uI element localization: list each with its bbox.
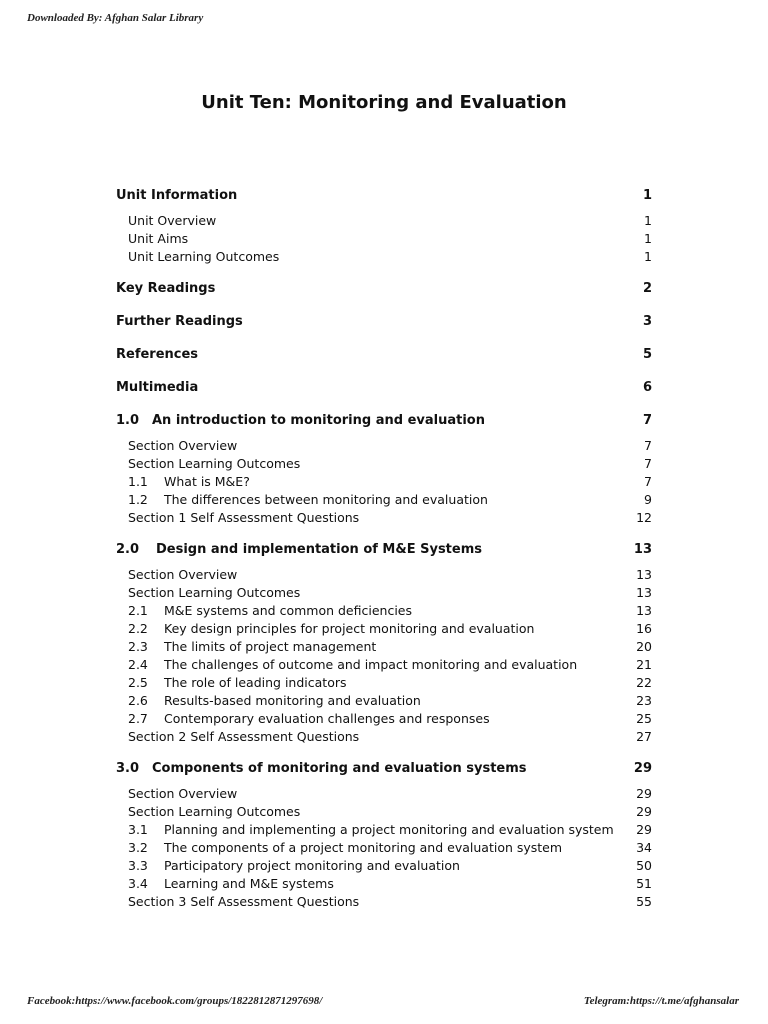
toc-page-number: 5 (642, 347, 652, 362)
facebook-link[interactable]: Facebook:https://www.facebook.com/groups/1822812871297698/ (27, 995, 323, 1007)
toc-section-code: 2.0 (116, 542, 140, 557)
toc-page-number: 1 (642, 188, 652, 203)
toc-entry-2-6[interactable] (116, 692, 652, 710)
toc-page-number: 1 (644, 231, 652, 246)
toc-entry-multimedia[interactable] (116, 378, 652, 398)
toc-entry-unit-information[interactable] (116, 186, 652, 206)
toc-label: The role of leading indicators (164, 675, 347, 690)
toc-page-number: 29 (636, 822, 652, 837)
toc-entry-s2-saq[interactable] (116, 728, 652, 746)
toc-entry-s2-overview[interactable] (116, 566, 652, 584)
toc-entry-section-2[interactable] (116, 540, 652, 560)
telegram-link[interactable]: Telegram:https://t.me/afghansalar (583, 995, 739, 1007)
toc-page-number: 55 (636, 894, 652, 909)
download-note: Downloaded By: Afghan Salar Library (27, 12, 204, 24)
toc-section-code: 3.1 (128, 822, 148, 837)
toc-page-number: 13 (633, 542, 652, 557)
toc-entry-3-2[interactable] (116, 839, 652, 857)
toc-label: Unit Aims (128, 231, 189, 246)
toc-entry-key-readings[interactable] (116, 279, 652, 299)
toc-entry-s1-overview[interactable] (116, 437, 652, 455)
toc-label: Unit Information (116, 188, 238, 203)
toc-label: Multimedia (116, 380, 199, 395)
table-of-contents (116, 186, 652, 911)
toc-entry-section-3[interactable] (116, 759, 652, 779)
toc-page-number: 51 (636, 876, 652, 891)
toc-label: References (116, 347, 199, 362)
toc-entry-2-2[interactable] (116, 620, 652, 638)
toc-label: Results-based monitoring and evaluation (164, 693, 421, 708)
toc-page-number: 1 (644, 249, 652, 264)
toc-label: The components of a project monitoring and evaluation system (164, 840, 563, 855)
toc-entry-2-1[interactable] (116, 602, 652, 620)
toc-entry-3-3[interactable] (116, 857, 652, 875)
toc-label: The limits of project management (164, 639, 377, 654)
toc-label: Further Readings (116, 314, 243, 329)
toc-page-number: 13 (636, 585, 652, 600)
toc-page-number: 7 (644, 438, 652, 453)
toc-page-number: 1 (644, 213, 652, 228)
toc-label: What is M&E? (164, 474, 250, 489)
toc-entry-1-2[interactable] (116, 491, 652, 509)
toc-page-number: 25 (636, 711, 652, 726)
toc-section-code: 2.5 (128, 675, 148, 690)
toc-entry-s3-saq[interactable] (116, 893, 652, 911)
toc-page-number: 13 (636, 603, 652, 618)
toc-page-number: 7 (644, 474, 652, 489)
toc-page-number: 6 (642, 380, 652, 395)
toc-entry-2-5[interactable] (116, 674, 652, 692)
toc-label: Planning and implementing a project monitoring and evaluation system (164, 822, 614, 837)
toc-label: Section Learning Outcomes (128, 456, 301, 471)
toc-section-code: 3.3 (128, 858, 148, 873)
toc-entry-unit-learning-outcomes[interactable] (116, 248, 652, 266)
toc-page-number: 29 (636, 804, 652, 819)
toc-label: Participatory project monitoring and evaluation (164, 858, 460, 873)
toc-page-number: 21 (636, 657, 652, 672)
toc-label: Contemporary evaluation challenges and responses (164, 711, 490, 726)
toc-label: Design and implementation of M&E Systems (156, 542, 482, 557)
toc-page-number: 12 (636, 510, 652, 525)
toc-page-number: 23 (636, 693, 652, 708)
toc-label: An introduction to monitoring and evaluation (152, 413, 485, 428)
toc-page-number: 34 (636, 840, 652, 855)
toc-page-number: 20 (636, 639, 652, 654)
toc-entry-further-readings[interactable] (116, 312, 652, 332)
toc-label: Section 3 Self Assessment Questions (128, 894, 360, 909)
toc-section-code: 2.2 (128, 621, 148, 636)
toc-page-number: 29 (636, 786, 652, 801)
toc-entry-3-4[interactable] (116, 875, 652, 893)
toc-entry-s1-outcomes[interactable] (116, 455, 652, 473)
toc-page-number: 27 (636, 729, 652, 744)
toc-section-code: 3.0 (116, 761, 140, 776)
toc-page-number: 50 (636, 858, 652, 873)
toc-page-number: 7 (642, 413, 652, 428)
toc-label: Unit Overview (128, 213, 217, 228)
toc-page-number: 3 (642, 314, 652, 329)
page-title: Unit Ten: Monitoring and Evaluation (201, 92, 567, 113)
toc-section-code: 2.1 (128, 603, 148, 618)
toc-entry-unit-overview[interactable] (116, 212, 652, 230)
toc-entry-2-7[interactable] (116, 710, 652, 728)
toc-label: Section Overview (128, 786, 238, 801)
toc-entry-references[interactable] (116, 345, 652, 365)
toc-section-code: 2.7 (128, 711, 148, 726)
toc-section-code: 2.3 (128, 639, 148, 654)
toc-label: The differences between monitoring and evaluation (164, 492, 488, 507)
toc-label: Section Overview (128, 438, 238, 453)
toc-entry-3-1[interactable] (116, 821, 652, 839)
toc-label: Section 1 Self Assessment Questions (128, 510, 360, 525)
toc-page-number: 9 (644, 492, 652, 507)
toc-label: Section Learning Outcomes (128, 804, 301, 819)
toc-label: Section Overview (128, 567, 238, 582)
toc-label: Section Learning Outcomes (128, 585, 301, 600)
toc-entry-s1-saq[interactable] (116, 509, 652, 527)
toc-page-number: 7 (644, 456, 652, 471)
toc-page-number: 22 (636, 675, 652, 690)
toc-label: Key Readings (116, 281, 216, 296)
toc-entry-2-3[interactable] (116, 638, 652, 656)
toc-section-code: 1.1 (128, 474, 148, 489)
toc-section-code: 1.0 (116, 413, 140, 428)
toc-section-code: 2.4 (128, 657, 148, 672)
toc-label: Section 2 Self Assessment Questions (128, 729, 360, 744)
toc-entry-2-4[interactable] (116, 656, 652, 674)
toc-entry-1-1[interactable] (116, 473, 652, 491)
toc-entry-s3-overview[interactable] (116, 785, 652, 803)
toc-section-code: 2.6 (128, 693, 148, 708)
toc-entry-s3-outcomes[interactable] (116, 803, 652, 821)
toc-page-number: 16 (636, 621, 652, 636)
toc-section-code: 3.4 (128, 876, 148, 891)
toc-label: The challenges of outcome and impact monitoring and evaluation (164, 657, 578, 672)
toc-section-code: 3.2 (128, 840, 148, 855)
toc-label: Unit Learning Outcomes (128, 249, 280, 264)
toc-page-number: 29 (633, 761, 652, 776)
toc-entry-unit-aims[interactable] (116, 230, 652, 248)
toc-entry-section-1[interactable] (116, 411, 652, 431)
toc-label: Components of monitoring and evaluation systems (152, 761, 527, 776)
toc-label: Learning and M&E systems (164, 876, 334, 891)
toc-entry-s2-outcomes[interactable] (116, 584, 652, 602)
toc-section-code: 1.2 (128, 492, 148, 507)
toc-label: Key design principles for project monitoring and evaluation (164, 621, 535, 636)
toc-page-number: 2 (642, 281, 652, 296)
toc-page-number: 13 (636, 567, 652, 582)
toc-label: M&E systems and common deficiencies (164, 603, 412, 618)
